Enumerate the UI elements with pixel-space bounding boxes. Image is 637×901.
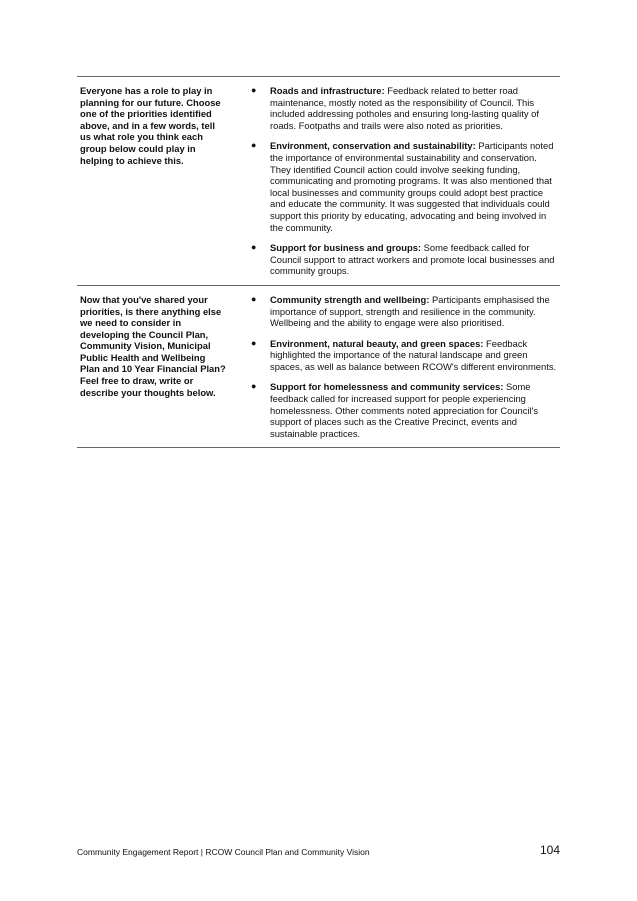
item-text: Feedback highlighted the importance of the natural landscape and green spaces, as well as balance between RCOW's different environments. <box>270 337 557 372</box>
item-text: Feedback related to better road maintenance, mostly noted as the responsibility of Council. This included addressing potholes and ensuring long-lasting quality of roads. Footpaths and trails were also noted as priorities. <box>270 85 539 131</box>
list-item <box>235 381 560 439</box>
page-number: 104 <box>539 843 560 857</box>
item-title: Environment, conservation and sustainability: <box>270 140 476 152</box>
item-title: Support for homelessness and community services: <box>270 381 504 393</box>
table-row <box>77 77 560 286</box>
bullet-icon: ● <box>251 140 257 151</box>
bullet-icon: ● <box>251 242 257 253</box>
response-list <box>235 294 560 442</box>
item-text: Some feedback called for increased support for people experiencing homelessness. Other comments noted appreciation for Council's support of places such as the Creative Precinct, events and sustainable practices. <box>270 381 539 439</box>
bullet-icon: ● <box>251 293 257 304</box>
bullet-icon: ● <box>251 337 257 348</box>
table-row <box>77 286 560 449</box>
page-footer <box>77 843 560 857</box>
list-item <box>235 294 560 329</box>
list-item <box>235 242 560 277</box>
bullet-icon: ● <box>251 85 257 95</box>
question-text: Everyone has a role to play in planning for our future. Choose one of the priorities identified above, and in a few words, tell us what role you think each group below could play in helping to achieve this. <box>80 85 221 166</box>
footer-text: Community Engagement Report | RCOW Council Plan and Community Vision <box>77 847 370 857</box>
item-text: Participants noted the importance of environmental sustainability and conservation. They identified Council action could involve seeking funding, communicating and promoting programs. It was also mentioned that local businesses and community groups could adopt best practice and educate the community. It was suggested that individuals could support this priority by educating, advocating and being involved in the community. <box>270 140 554 233</box>
feedback-table <box>77 76 560 448</box>
item-text: Participants emphasised the importance of support, strength and resilience in the community. Wellbeing and the ability to engage were also prioritised. <box>270 293 550 329</box>
list-item <box>235 140 560 233</box>
item-title: Support for business and groups: <box>270 242 422 254</box>
item-title: Community strength and wellbeing: <box>270 293 430 305</box>
item-title: Roads and infrastructure: <box>270 85 385 96</box>
item-title: Environment, natural beauty, and green spaces: <box>270 337 484 349</box>
response-list <box>235 85 560 279</box>
list-item <box>235 85 560 131</box>
bullet-icon: ● <box>251 381 257 392</box>
list-item <box>235 338 560 373</box>
question-text: Now that you've shared your priorities, is there anything else we need to consider in developing the Council Plan, Community Vision, Municipal Public Health and Wellbeing Plan and 10 Year Financial Plan? Feel free to draw, write or describe your thoughts below. <box>80 293 226 398</box>
item-text: Some feedback called for Council support to attract workers and promote local businesses and community groups. <box>270 242 555 277</box>
